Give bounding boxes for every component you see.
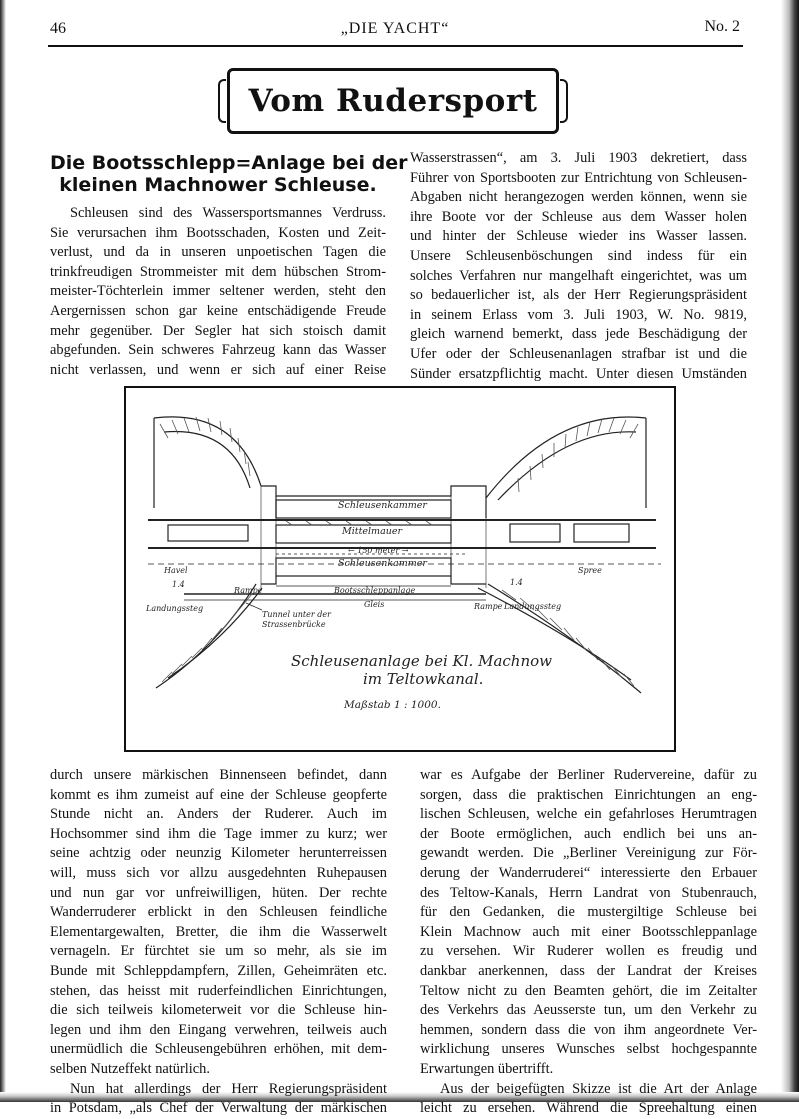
- column-bottom-left: [50, 766, 387, 1119]
- label-tunnel: Tunnel unter der Strassenbrücke: [262, 610, 331, 629]
- column-top-left: [50, 204, 386, 380]
- text-line: Aus der beigefügten Skizze ist die Art der Anlage: [440, 1080, 757, 1097]
- article-title-line: kleinen Machnower Schleuse.: [59, 174, 377, 196]
- issue-number: No. 2: [704, 18, 740, 35]
- text-line: Wanderruderer erblickt in den Schleusen feindliche: [50, 904, 387, 921]
- text-line: durch unsere märkischen Binnenseen befindet, dann: [50, 767, 387, 783]
- text-line: Ufer oder der Schleusenanlagen strafbar ist und die: [410, 345, 747, 362]
- text-line: abgefunden. Sein schweres Fahrzeug kann das Wasser: [50, 342, 386, 359]
- text-line: legen und ihm den Eingang verwehren, teilweis auch: [50, 1021, 387, 1038]
- lock-plan-figure: [124, 386, 676, 752]
- column-top-right: [410, 149, 747, 384]
- text-line: so bedauerlicher ist, als der Herr Regierungspräsident: [410, 287, 747, 304]
- label-schleppanlage: Bootsschleppanlage: [334, 586, 416, 595]
- text-line: und hinter der Schleuse wieder ins Wasser lassen.: [410, 228, 747, 245]
- text-line: stehen, das heisst mit ruderfeindlichen Einrichtungen,: [50, 982, 387, 999]
- running-header: [50, 18, 740, 42]
- text-line: solches Verfahren nur mangelhaft eingerichtet, was um: [410, 267, 747, 284]
- text-line: wirklichung unseres Wunsches selbst hochgespannte: [420, 1041, 757, 1058]
- text-line: gleich warnend bemerkt, dass jede Beschädigung der: [410, 326, 747, 343]
- page-number: 46: [50, 20, 66, 37]
- label-chamber-top: Schleusenkammer: [338, 500, 427, 511]
- section-banner: Vom Rudersport: [227, 68, 559, 134]
- text-line: Wasserstrassen“, am 3. Juli 1903 dekretiert, dass: [410, 150, 747, 166]
- text-line: seine achtzig oder neunzig Kilometer herunterreissen: [50, 845, 387, 862]
- text-line: hemmen, sondern dass die von ihm angeordnete Ver-: [420, 1021, 757, 1038]
- text-line: trinkfreudigen Strommeister mit dem hübschen Strom-: [50, 263, 386, 280]
- figure-caption-line1: Schleusenanlage bei Kl. Machnow: [291, 652, 552, 670]
- article-title: [50, 152, 408, 196]
- text-line: des Teltow-Kanals, Herrn Landrat von Stubenrauch,: [420, 884, 757, 901]
- text-line: Teltow nicht zu den Beamten gehört, die im Zeitalter: [420, 982, 757, 999]
- text-line: Aergernissen schon gar keine entschädigende Freude: [50, 302, 386, 319]
- label-depth-right: 1.4: [510, 578, 523, 587]
- text-line: Unsere Schleusenböschungen sind indess für ein: [410, 247, 747, 264]
- text-line: selben Nutzeffekt natürlich.: [50, 1060, 210, 1077]
- text-line: mehr gegenüber. Der Segler hat sich stoisch damit: [50, 322, 386, 339]
- text-line: ihre Boote vor der Schleuse aus dem Wasser holen: [410, 208, 747, 225]
- label-havel: Havel: [164, 566, 188, 575]
- text-line: kommt es ihm zumeist auf eine der Schleuse geopferte: [50, 786, 387, 803]
- text-line: Stunde nicht an. Anders der Ruderer. Auch im: [50, 806, 387, 823]
- text-line: die sich teilweis kilometerweit vor die Schleuse hin-: [50, 1002, 387, 1019]
- figure-scale: Maßstab 1 : 1000.: [344, 699, 441, 711]
- scan-edge-left: [0, 0, 6, 1102]
- publication-title: „DIE YACHT“: [340, 20, 450, 37]
- text-line: Klein Machnow auch mit einer Bootsschleppanlage: [420, 923, 757, 940]
- text-line: Hochsommer sind ihm die Tage immer zu kurz; wer: [50, 825, 387, 842]
- text-line: und nun gar vor unfreiwilligen, hüten. Der rechte: [50, 884, 387, 901]
- text-line: lischen Schleusen, welche ein gefahrloses Herumtragen: [420, 806, 757, 823]
- text-line: für den Gedanken, die mustergiltige Schleuse bei: [420, 904, 757, 921]
- text-line: verlust, und da in unseren unpoetischen Tagen die: [50, 244, 386, 261]
- text-line: dankbar anerkennen, dass der Landrat der Kreises: [420, 962, 757, 979]
- label-middle-wall: Mittelmauer: [342, 526, 403, 537]
- label-rampe-right: Rampe: [474, 602, 503, 611]
- text-line: in seinem Erlass vom 3. Juli 1903, W. No. 9819,: [410, 306, 747, 323]
- article-title-line: Die Bootsschlepp=Anlage bei der: [50, 152, 408, 174]
- text-line: zu versehen. Wir Ruderer wollen es freudig und: [420, 943, 757, 960]
- text-line: sorgen, dass die praktischen Einrichtungen an eng-: [420, 786, 757, 803]
- text-line: Sie verursachen ihm Bootsschaden, Kosten und Zeit-: [50, 224, 386, 241]
- text-line: der Boote ermöglichen, auch endlich bei uns an-: [420, 825, 757, 842]
- text-line: vernageln. Er fürchtet sie um so mehr, als sie im: [50, 943, 387, 960]
- text-line: Erwartungen übertrifft.: [420, 1060, 554, 1077]
- text-line: war es Aufgabe der Berliner Rudervereine, dafür zu: [420, 767, 757, 783]
- label-chamber-bottom: Schleusenkammer: [338, 558, 427, 569]
- label-spree: Spree: [578, 566, 602, 575]
- text-line: nicht verlassen, und wenn er sich auf einer Reise: [50, 361, 386, 378]
- text-line: Bunde mit Schleppdampfern, Zillen, Geheimräten etc.: [50, 962, 387, 979]
- text-line: will, muss sich vor allzu ausgedehnten Ruhepausen: [50, 864, 387, 881]
- label-landungssteg-left: Landungssteg: [146, 604, 204, 613]
- text-line: Nun hat allerdings der Herr Regierungspräsident: [70, 1080, 387, 1097]
- text-line: derung der Wanderruderei“ interessierte den Erbauer: [420, 864, 757, 881]
- header-rule: [48, 45, 743, 47]
- label-landungssteg-right: Landungssteg: [504, 602, 562, 611]
- label-gleis: Gleis: [364, 600, 385, 609]
- text-line: des Verkehrs das Aeusserste tun, um den Verkehr zu: [420, 1002, 757, 1019]
- text-line: Elementargewalten, Bretter, die ihm die Wasserwelt: [50, 923, 387, 940]
- label-measure: ← 150 meter →: [348, 546, 409, 555]
- scan-edge-right: [781, 0, 799, 1102]
- text-line: in Potsdam, „als Chef der Verwaltung der märkischen: [50, 1100, 387, 1117]
- text-line: Abgaben nicht herangezogen werden können, wenn sie: [410, 189, 747, 206]
- text-line: meister-Töchterlein immer seltener werden, steht den: [50, 283, 386, 300]
- column-bottom-right: [420, 766, 757, 1119]
- label-rampe-left: Rampe: [234, 586, 263, 595]
- figure-caption-line2: im Teltowkanal.: [363, 670, 484, 688]
- text-line: unermüdlich die Schleusengebühren erhöhen, mit dem-: [50, 1041, 387, 1058]
- text-line: Führer von Sportsbooten zur Entrichtung von Schleusen-: [410, 169, 747, 186]
- text-line: Schleusen sind des Wassersportsmannes Verdruss.: [70, 205, 386, 221]
- label-depth-left: 1.4: [172, 580, 185, 589]
- text-line: leicht zu ersehen. Während die Spreehaltung einen: [420, 1100, 757, 1117]
- text-line: Sünder ersatzpflichtig macht. Unter diesen Umständen: [410, 365, 747, 382]
- text-line: gewandt werden. Die „Berliner Vereinigung zur För-: [420, 845, 757, 862]
